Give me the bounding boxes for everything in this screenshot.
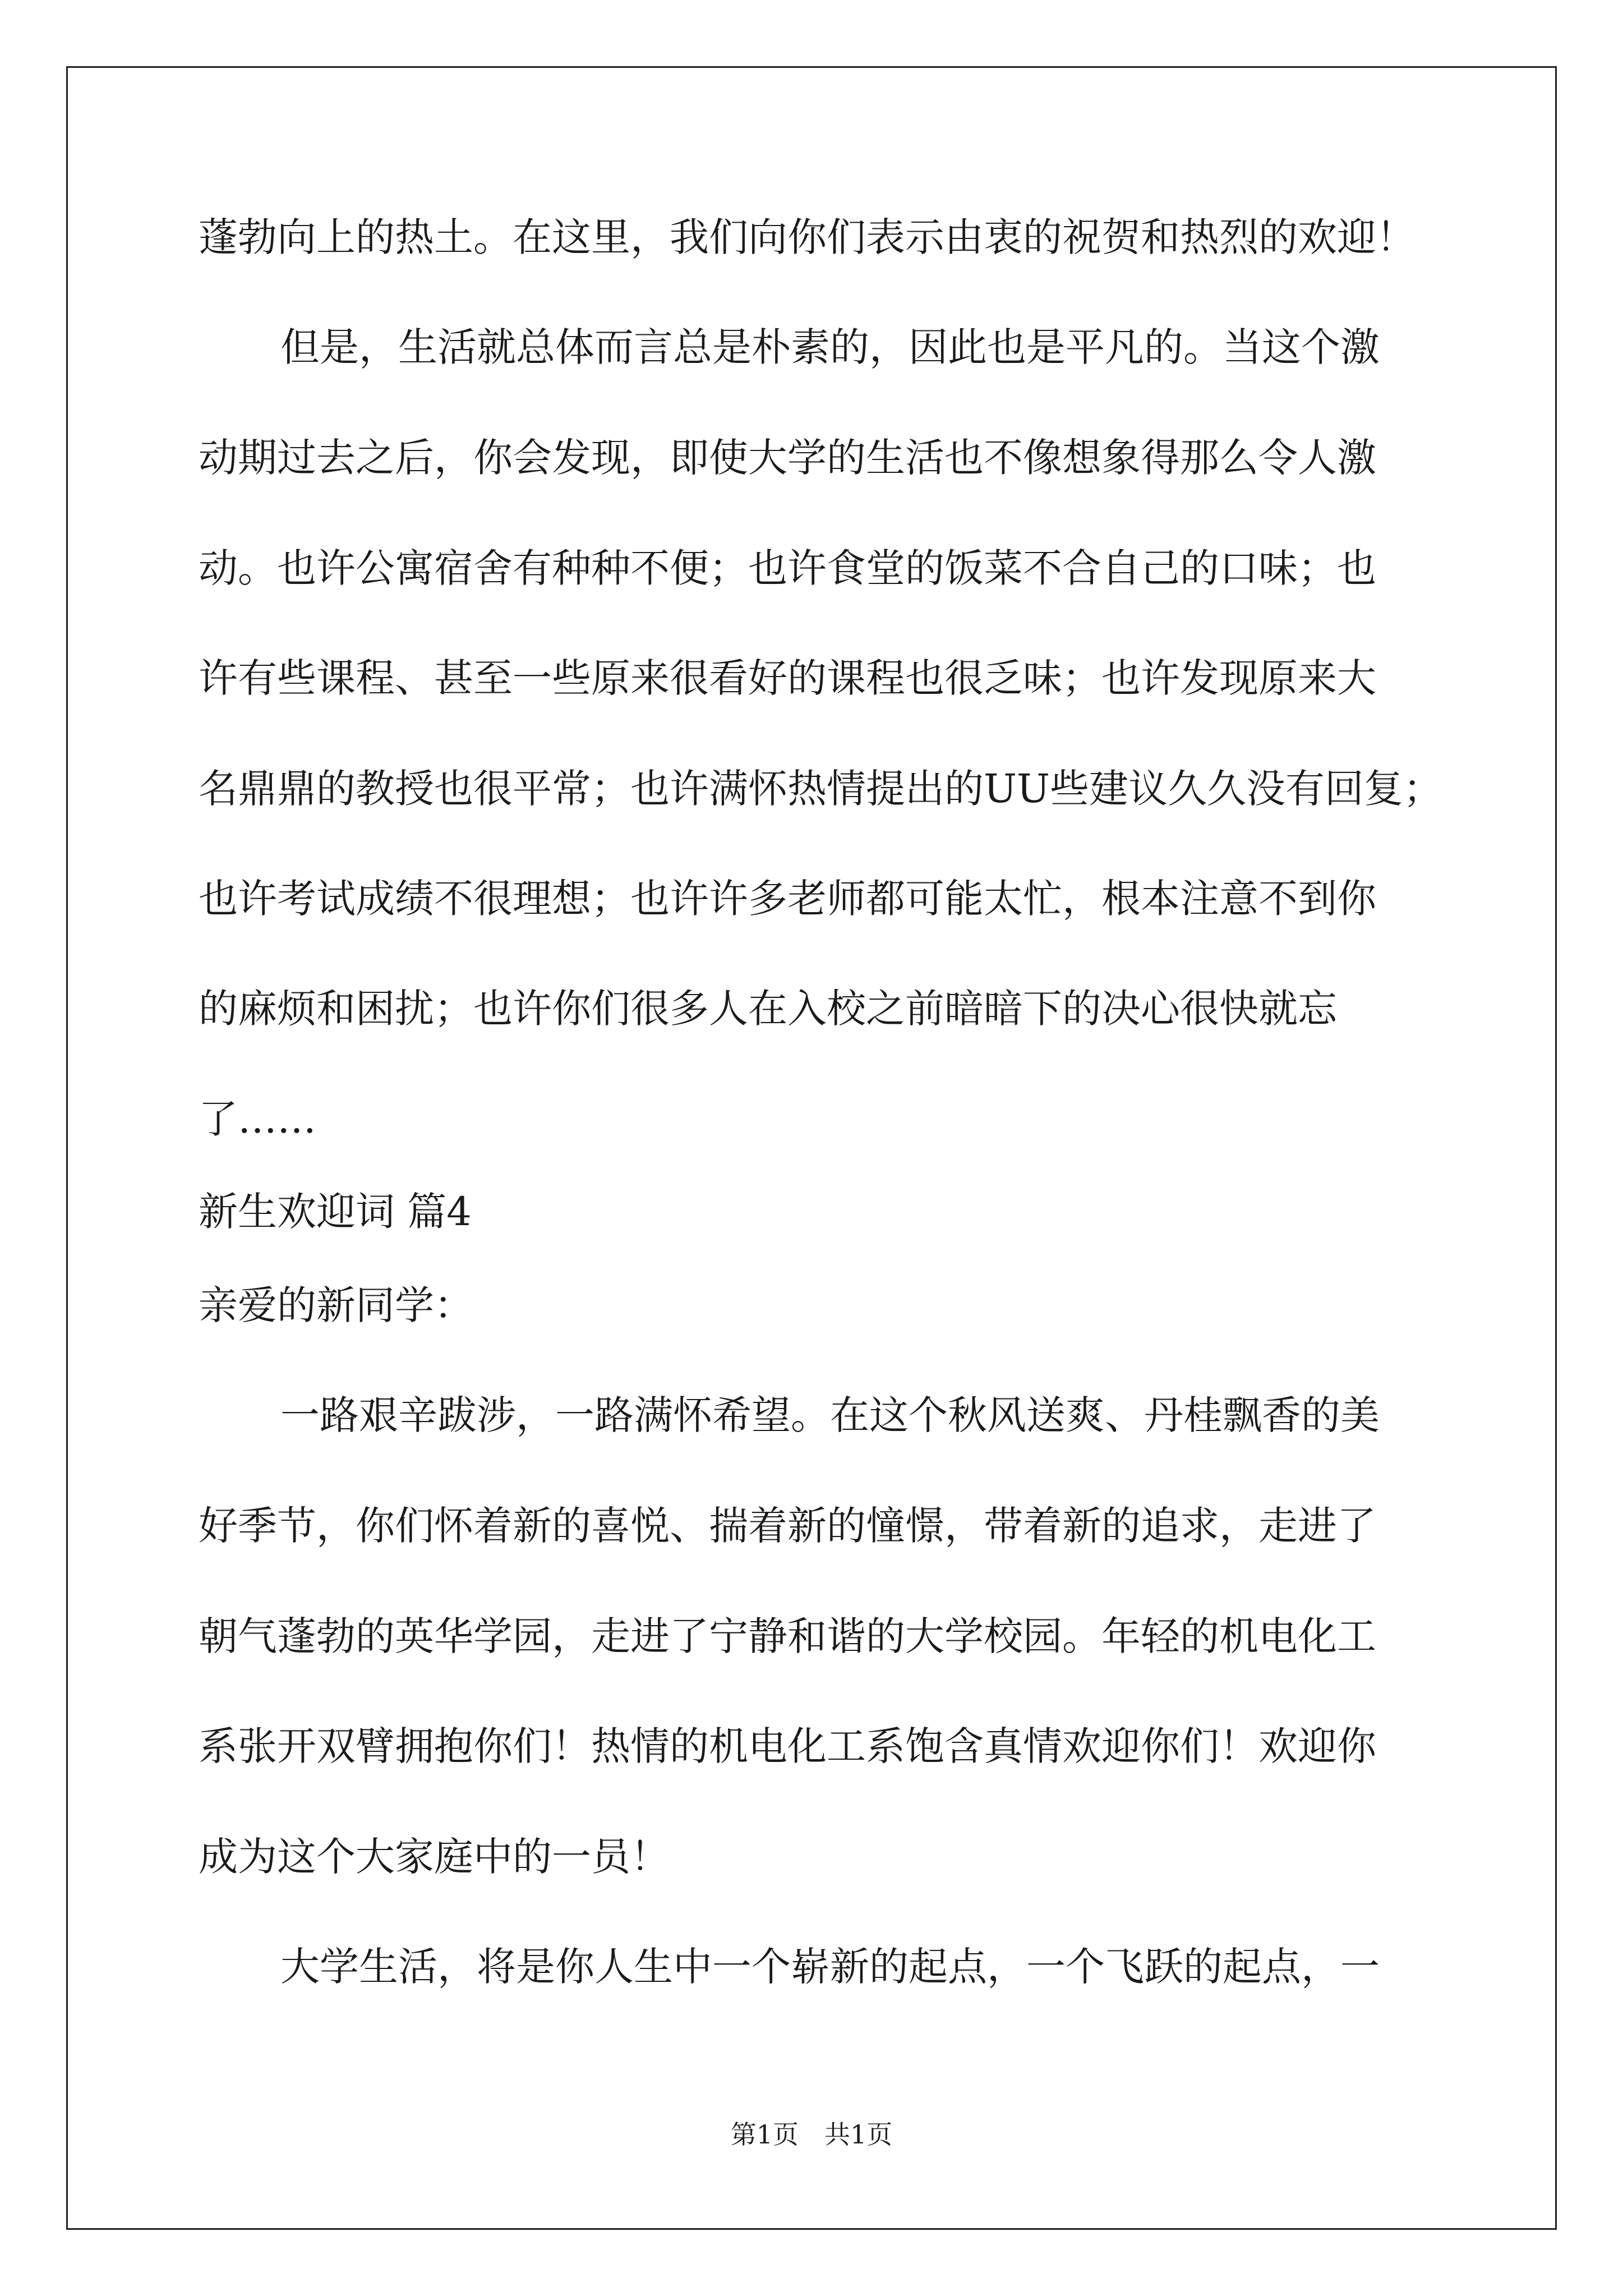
body-line-17: 大学生活，将是你人生中一个崭新的起点，一个飞跃的起点，一	[280, 1944, 1380, 1990]
section-heading: 新生欢迎词 篇4	[199, 1189, 472, 1235]
body-line-15: 系张开双臂拥抱你们！热情的机电化工系饱含真情欢迎你们！欢迎你	[199, 1723, 1376, 1769]
page-border	[66, 66, 1557, 2230]
body-line-8: 的麻烦和困扰；也许你们很多人在入校之前暗暗下的决心很快就忘	[199, 986, 1337, 1032]
salutation: 亲爱的新同学：	[199, 1282, 473, 1328]
page-number-footer: 第1页 共1页	[730, 2119, 893, 2150]
body-line-14: 朝气蓬勃的英华学园，走进了宁静和谐的大学校园。年轻的机电化工	[199, 1613, 1376, 1659]
body-line-1: 蓬勃向上的热土。在这里，我们向你们表示由衷的祝贺和热烈的欢迎！	[199, 214, 1415, 260]
body-line-3: 动期过去之后，你会发现，即使大学的生活也不像想象得那么令人激	[199, 435, 1376, 481]
body-line-12: 一路艰辛跋涉，一路满怀希望。在这个秋风送爽、丹桂飘香的美	[280, 1392, 1380, 1438]
body-line-6: 名鼎鼎的教授也很平常；也许满怀热情提出的UU些建议久久没有回复；	[199, 766, 1442, 812]
body-line-13: 好季节，你们怀着新的喜悦、揣着新的憧憬，带着新的追求，走进了	[199, 1503, 1376, 1549]
body-line-16: 成为这个大家庭中的一员！	[199, 1834, 670, 1880]
body-line-2: 但是，生活就总体而言总是朴素的，因此也是平凡的。当这个激	[280, 324, 1380, 370]
body-line-5: 许有些课程、甚至一些原来很看好的课程也很乏味；也许发现原来大	[199, 655, 1376, 701]
body-line-9: 了……	[199, 1096, 316, 1142]
body-line-7: 也许考试成绩不很理想；也许许多老师都可能太忙，根本注意不到你	[199, 876, 1376, 922]
body-line-4: 动。也许公寓宿舍有种种不便；也许食堂的饭菜不合自己的口味；也	[199, 545, 1376, 591]
